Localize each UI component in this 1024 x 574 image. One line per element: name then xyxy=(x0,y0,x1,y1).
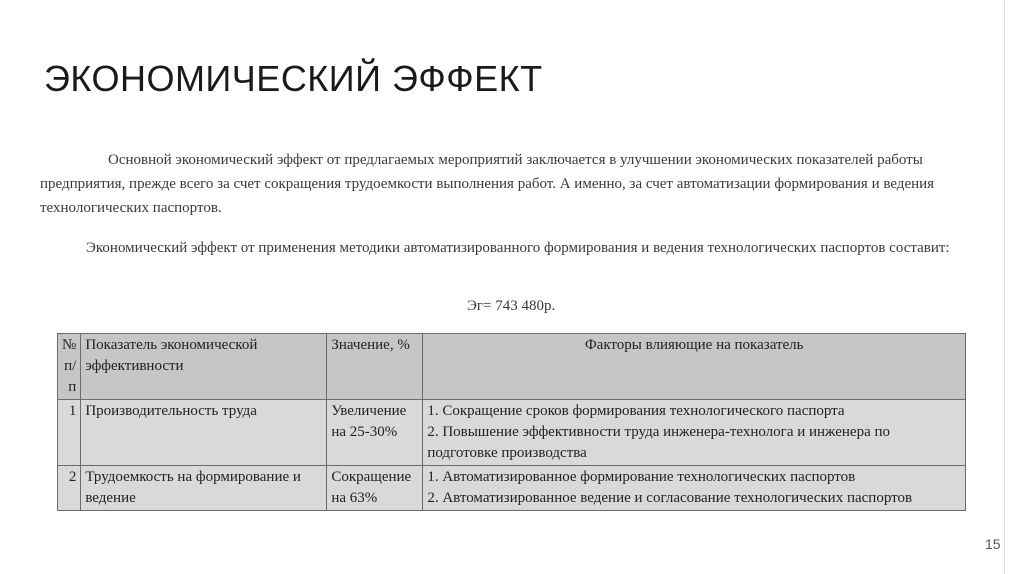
page-number: 15 xyxy=(985,536,1001,552)
row-num: 1 xyxy=(58,400,81,466)
row-value: Увеличение на 25-30% xyxy=(327,400,423,466)
effect-formula: Эг= 743 480р. xyxy=(467,298,556,314)
table-row xyxy=(58,466,966,511)
row-indicator: Трудоемкость на формирование и ведение xyxy=(81,466,327,511)
factor-item: 2. Повышение эффективности труда инженера-технолога и инженера по подготовке производства xyxy=(427,424,890,461)
row-factors xyxy=(423,400,966,466)
efficiency-table xyxy=(57,333,966,511)
header-value: Значение, % xyxy=(327,334,423,400)
header-factors: Факторы влияющие на показатель xyxy=(423,334,966,400)
table-row xyxy=(58,400,966,466)
effect-paragraph: Экономический эффект от применения методики автоматизированного формирования и ведения технологических паспортов составит: xyxy=(86,240,950,256)
table-header-row xyxy=(58,334,966,400)
slide-title: ЭКОНОМИЧЕСКИЙ ЭФФЕКТ xyxy=(44,58,543,99)
intro-paragraph: Основной экономический эффект от предлагаемых мероприятий заключается в улучшении экономических показателей работы предприятия, прежде всего за счет сокращения трудоемкости выполнения работ. А именно, за счет автоматизации формирования и ведения технологических паспортов. xyxy=(40,152,935,216)
factor-item: 2. Автоматизированное ведение и согласование технологических паспортов xyxy=(427,490,913,506)
row-num: 2 xyxy=(58,466,81,511)
header-indicator: Показатель экономической эффективности xyxy=(81,334,327,400)
row-value: Сокращение на 63% xyxy=(327,466,423,511)
factor-item: 1. Сокращение сроков формирования технологического паспорта xyxy=(427,403,845,419)
factor-item: 1. Автоматизированное формирование технологических паспортов xyxy=(427,469,856,485)
row-factors xyxy=(423,466,966,511)
row-indicator: Производительность труда xyxy=(81,400,327,466)
header-num: № п/п xyxy=(58,334,81,400)
slide-edge-divider xyxy=(1004,0,1005,574)
